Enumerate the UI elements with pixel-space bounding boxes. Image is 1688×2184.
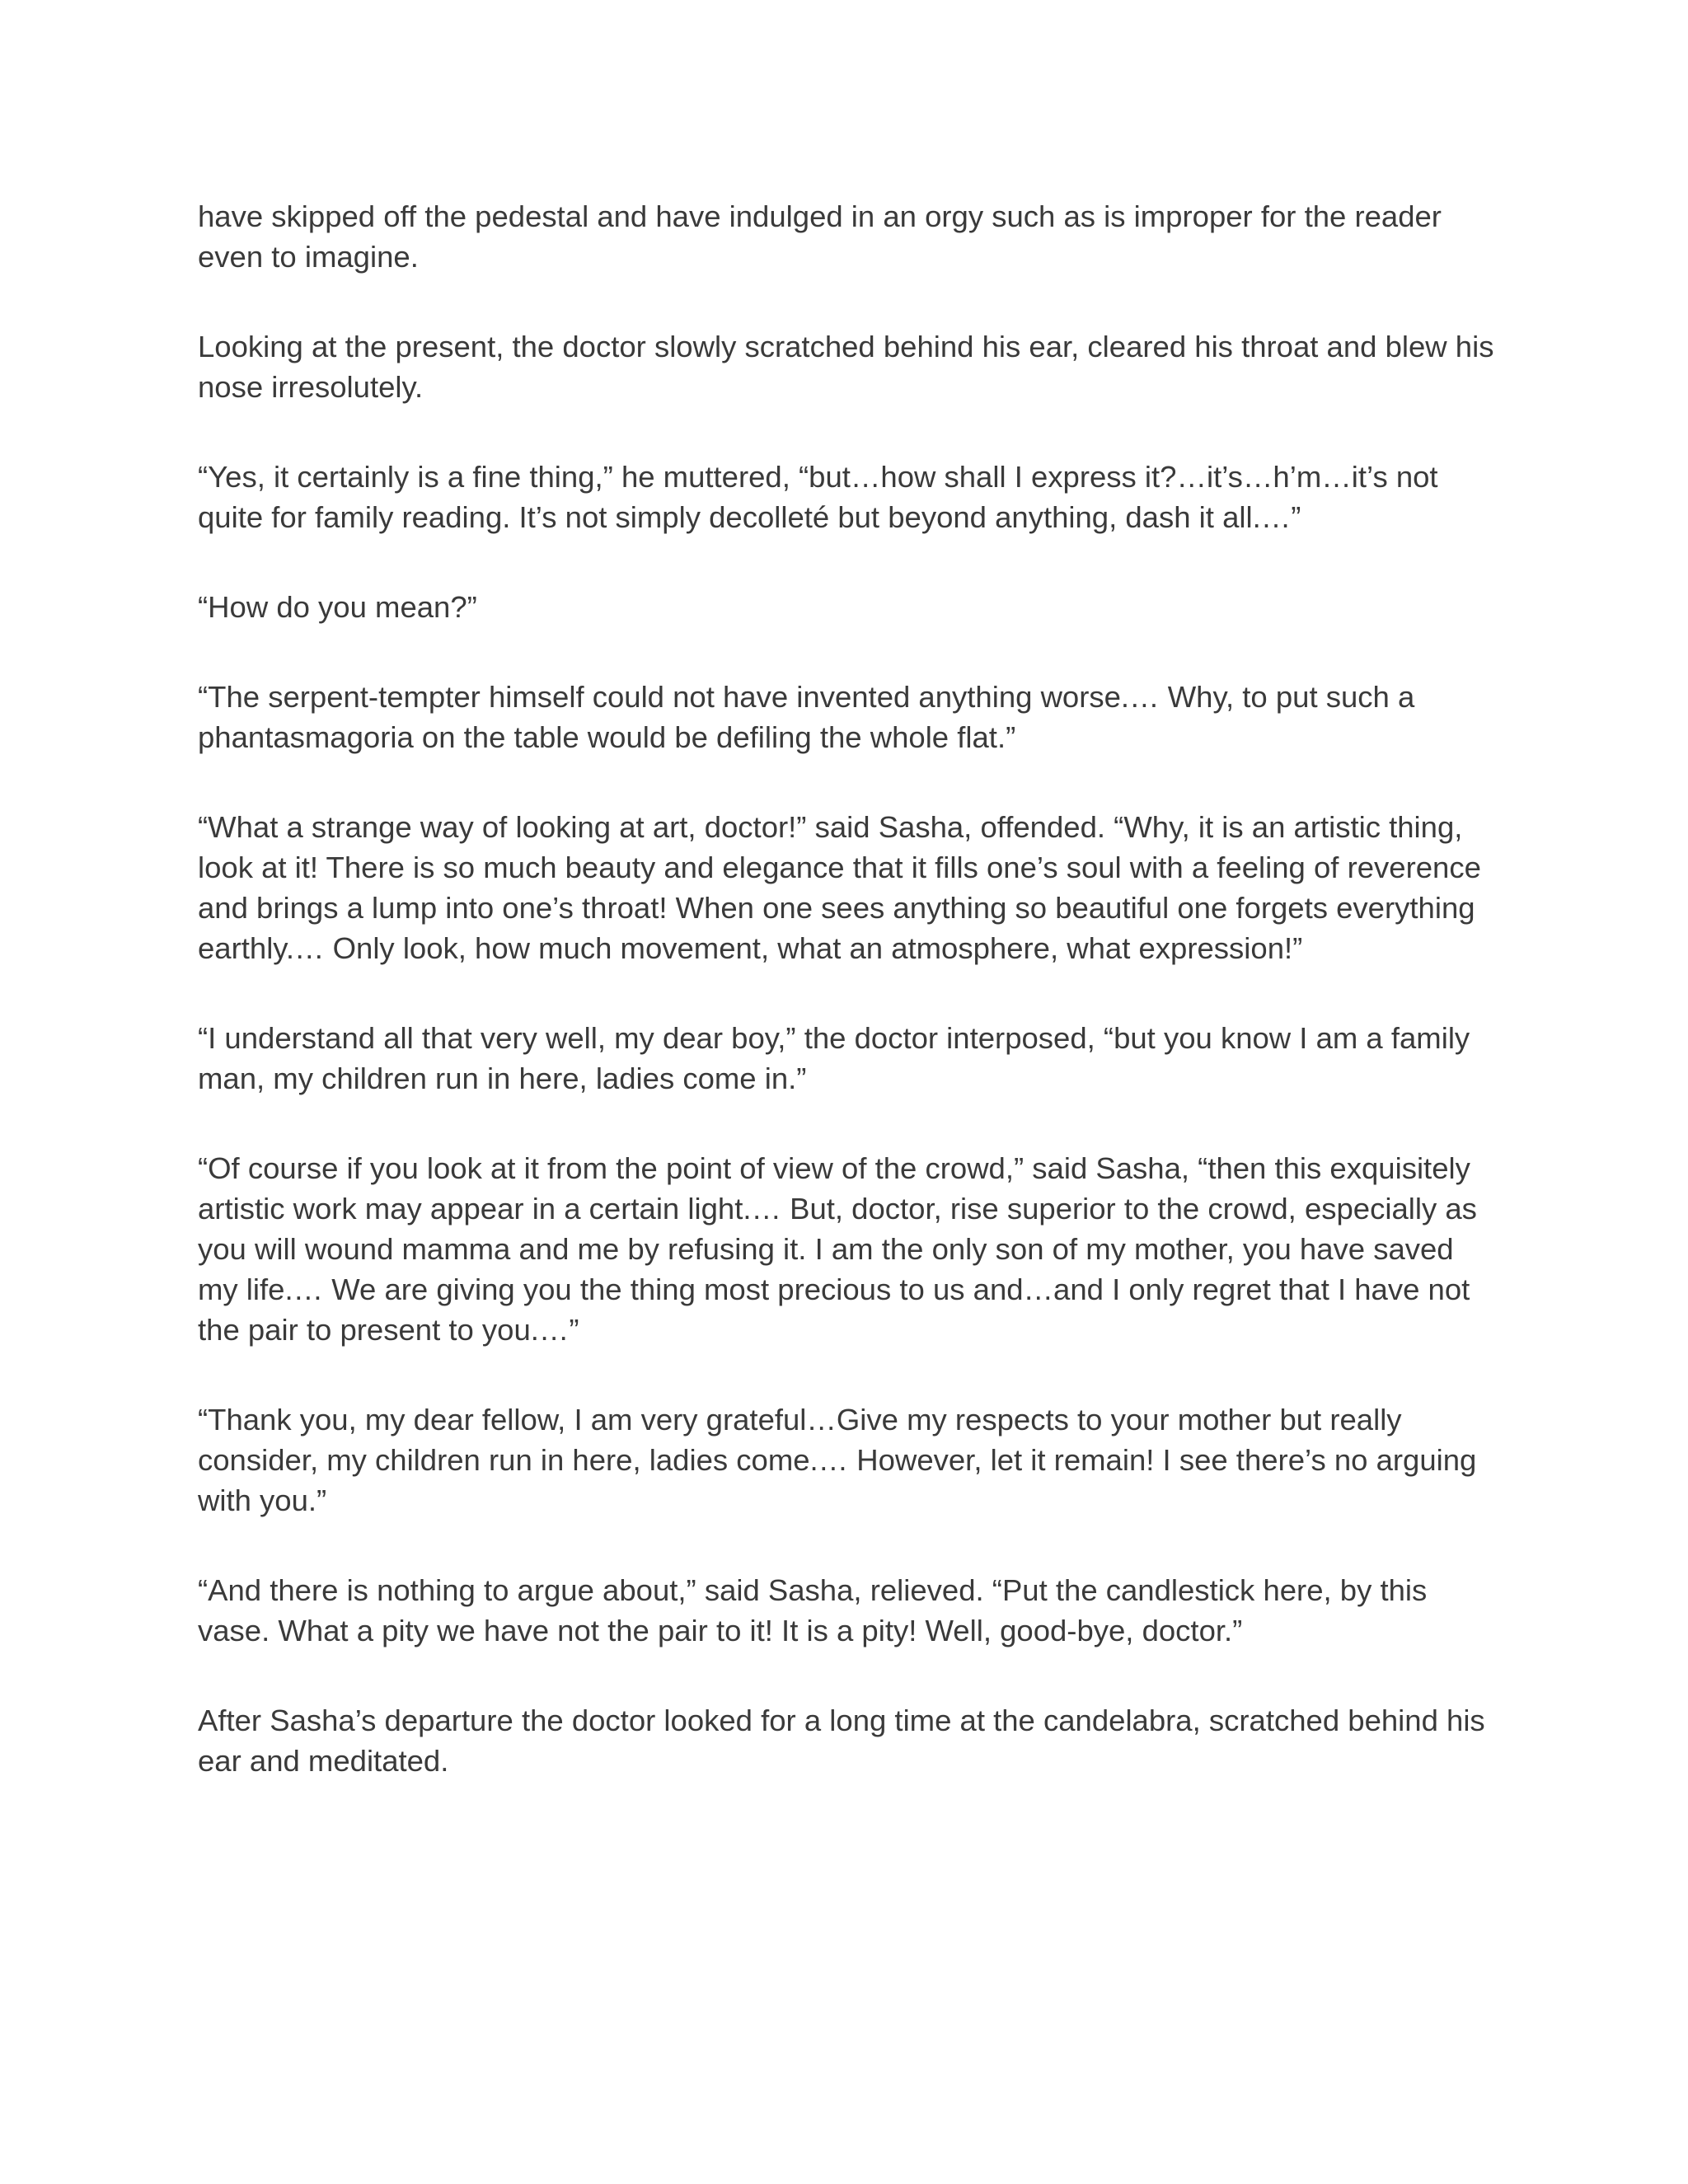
paragraph: “What a strange way of looking at art, doctor!” said Sasha, offended. “Why, it is an artistic thing, look at it! There is so much beauty and elegance that it fills one’s soul with a feeling of reverence and brings a lump into one’s throat! When one sees anything so beautiful one forgets everything earthly.… Only look, how much movement, what an atmosphere, what expression!” xyxy=(198,810,1481,965)
paragraph: “Of course if you look at it from the point of view of the crowd,” said Sasha, “then this exquisitely artistic work may appear in a certain light.… But, doctor, rise superior to the crowd, especially as you will wound mamma and me by refusing it. I am the only son of my mother, you have saved my life.… We are giving you the thing most precious to us and…and I only regret that I have not the pair to present to you.…” xyxy=(198,1151,1477,1347)
paragraph: Looking at the present, the doctor slowly scratched behind his ear, cleared his throat and blew his nose irresolutely. xyxy=(198,330,1494,404)
paragraph: After Sasha’s departure the doctor looked for a long time at the candelabra, scratched behind his ear and meditated. xyxy=(198,1704,1485,1778)
paragraph: have skipped off the pedestal and have indulged in an orgy such as is improper for the reader even to imagine. xyxy=(198,199,1442,274)
paragraph: “Yes, it certainly is a fine thing,” he muttered, “but…how shall I express it?…it’s…h’m…it’s not quite for family reading. It’s not simply decolleté but beyond anything, dash it all.…” xyxy=(198,460,1438,534)
paragraph: “How do you mean?” xyxy=(198,590,477,624)
paragraph: “And there is nothing to argue about,” said Sasha, relieved. “Put the candlestick here, by this vase. What a pity we have not the pair to it! It is a pity! Well, good-bye, doctor.” xyxy=(198,1573,1428,1647)
body-text xyxy=(198,196,1500,1830)
paragraph: “I understand all that very well, my dear boy,” the doctor interposed, “but you know I am a family man, my children run in here, ladies come in.” xyxy=(198,1021,1470,1095)
paragraph: “Thank you, my dear fellow, I am very grateful…Give my respects to your mother but really consider, my children run in here, ladies come.… However, let it remain! I see there’s no arguing with you.” xyxy=(198,1403,1477,1517)
paragraph: “The serpent-tempter himself could not have invented anything worse.… Why, to put such a phantasmagoria on the table would be defiling the whole flat.” xyxy=(198,680,1415,754)
